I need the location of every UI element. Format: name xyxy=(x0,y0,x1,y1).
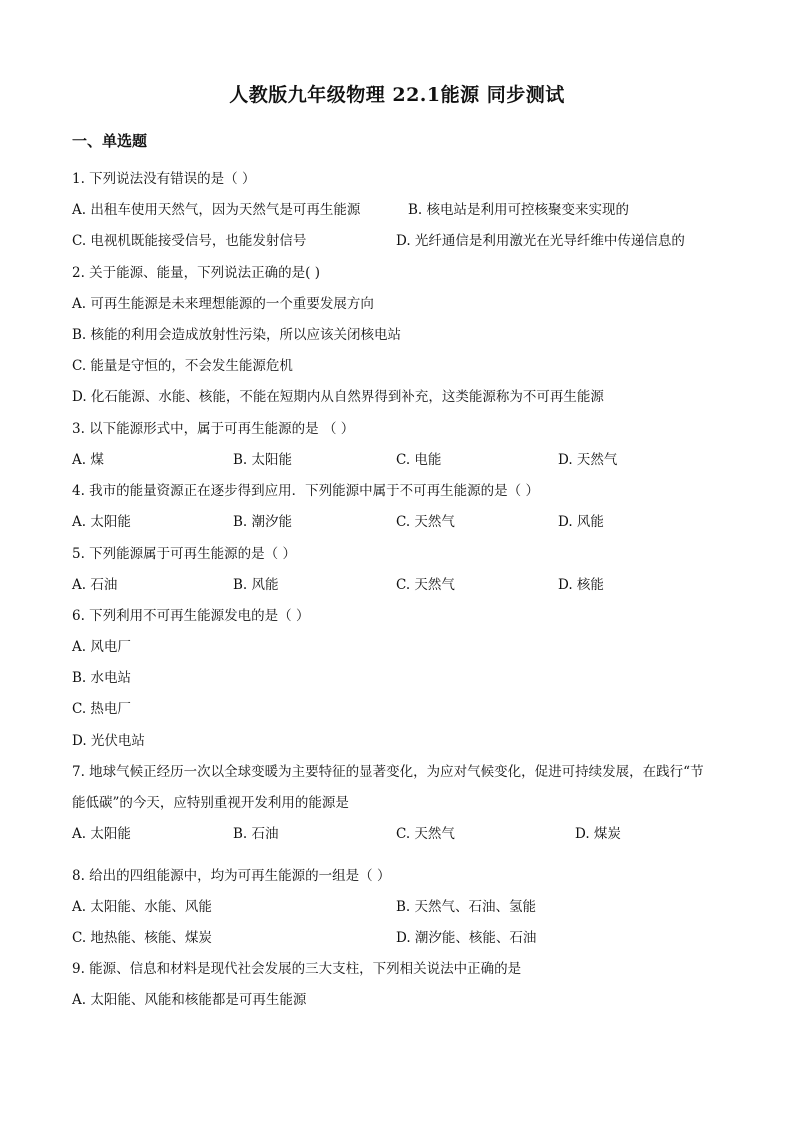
question-6-option-d: D. 光伏电站 xyxy=(72,733,145,749)
question-3-option-a: A. 煤 xyxy=(72,452,104,468)
question-7-option-d: D. 煤炭 xyxy=(575,826,621,842)
question-9-option-a: A. 太阳能、风能和核能都是可再生能源 xyxy=(72,992,307,1008)
question-3-stem: 3. 以下能源形式中，属于可再生能源的是 （ ） xyxy=(72,421,355,437)
question-4-option-d: D. 风能 xyxy=(558,514,604,530)
question-5-option-a: A. 石油 xyxy=(72,577,118,593)
question-5-option-c: C. 天然气 xyxy=(396,577,455,593)
question-7-stem-line-1: 7. 地球气候正经历一次以全球变暖为主要特征的显著变化，为应对气候变化，促进可持续发展，在践行“节 xyxy=(72,764,704,780)
question-2-stem: 2. 关于能源、能量，下列说法正确的是( ) xyxy=(72,265,320,281)
question-8-option-a: A. 太阳能、水能、风能 xyxy=(72,899,212,915)
question-3-option-b: B. 太阳能 xyxy=(233,452,293,468)
question-2-option-b: B. 核能的利用会造成放射性污染，所以应该关闭核电站 xyxy=(72,327,402,343)
question-7-option-c: C. 天然气 xyxy=(396,826,455,842)
question-1-stem: 1. 下列说法没有错误的是（ ） xyxy=(72,171,256,187)
question-6-stem: 6. 下列利用不可再生能源发电的是（ ） xyxy=(72,608,310,624)
question-8-option-c: C. 地热能、核能、煤炭 xyxy=(72,930,212,946)
section-heading: 一、单选题 xyxy=(72,132,148,150)
document-title: 人教版九年级物理 22.1能源 同步测试 xyxy=(229,84,565,106)
question-8-stem: 8. 给出的四组能源中，均为可再生能源的一组是（ ） xyxy=(72,868,391,884)
question-5-option-b: B. 风能 xyxy=(233,577,279,593)
question-4-stem: 4. 我市的能量资源正在逐步得到应用．下列能源中属于不可再生能源的是（ ） xyxy=(72,483,539,499)
question-2-option-d: D. 化石能源、水能、核能，不能在短期内从自然界得到补充，这类能源称为不可再生能源 xyxy=(72,389,604,405)
question-4-option-a: A. 太阳能 xyxy=(72,514,131,530)
question-7-stem-line-2: 能低碳”的今天，应特别重视开发利用的能源是 xyxy=(72,795,349,811)
question-4-option-c: C. 天然气 xyxy=(396,514,455,530)
question-7-option-b: B. 石油 xyxy=(233,826,279,842)
question-1-option-d: D. 光纤通信是利用激光在光导纤维中传递信息的 xyxy=(396,233,685,249)
question-8-option-d: D. 潮汐能、核能、石油 xyxy=(396,930,537,946)
question-2-option-c: C. 能量是守恒的，不会发生能源危机 xyxy=(72,358,293,374)
question-9-stem: 9. 能源、信息和材料是现代社会发展的三大支柱，下列相关说法中正确的是 xyxy=(72,961,522,977)
question-3-option-c: C. 电能 xyxy=(396,452,442,468)
question-1-option-b: B. 核电站是利用可控核聚变来实现的 xyxy=(408,202,630,218)
question-8-option-b: B. 天然气、石油、氢能 xyxy=(396,899,537,915)
question-3-option-d: D. 天然气 xyxy=(558,452,618,468)
question-2-option-a: A. 可再生能源是未来理想能源的一个重要发展方向 xyxy=(72,296,374,312)
question-6-option-c: C. 热电厂 xyxy=(72,701,131,717)
question-6-option-a: A. 风电厂 xyxy=(72,639,131,655)
question-7-option-a: A. 太阳能 xyxy=(72,826,131,842)
question-5-stem: 5. 下列能源属于可再生能源的是（ ） xyxy=(72,546,296,562)
question-5-option-d: D. 核能 xyxy=(558,577,604,593)
question-4-option-b: B. 潮汐能 xyxy=(233,514,293,530)
question-6-option-b: B. 水电站 xyxy=(72,670,132,686)
question-1-option-a: A. 出租车使用天然气，因为天然气是可再生能源 xyxy=(72,202,361,218)
question-1-option-c: C. 电视机既能接受信号，也能发射信号 xyxy=(72,233,307,249)
